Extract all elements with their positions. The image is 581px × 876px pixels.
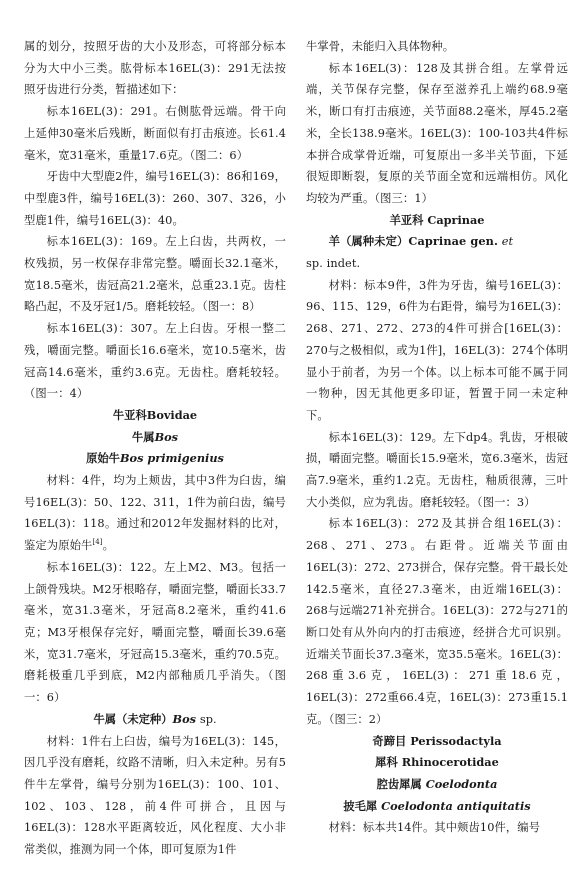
heading-coelodonta-antiquitatis xyxy=(306,796,568,818)
heading-goat-cn: 羊（属种未定）Caprinae gen. xyxy=(328,234,499,249)
heading-bos-primigenius-latin: Bos primigenius xyxy=(119,451,224,466)
heading-caprinae: 羊亚科 Caprinae xyxy=(389,212,485,227)
paragraph-caprinae-material: 材料：标本9件，3件为牙齿，编号16EL(3)：96、115、129，6件为右距骨，编号为16EL(3)：268、271、272、273的4件可拼合[16EL(3)：270与之极相似，或为1件]，16EL(3)：274个体明显小于前者，为另一个体。以上标本可能不属于同一物种，因无其他更多印证，暂置于同一未定种下。 xyxy=(306,278,568,422)
heading-genus-bos xyxy=(24,427,286,449)
paragraph-specimen-129: 标本16EL(3)：129。左下dp4。乳齿，牙根破损，嚼面完整。嚼面长15.9毫米，宽6.3毫米，齿冠高7.9毫米，重约1.2克。无齿柱，釉质很薄，三叶大小类似，应为乳齿。磨耗较轻。（图一：3） xyxy=(306,430,568,509)
paragraph-primigenius-material xyxy=(24,470,286,557)
left-column xyxy=(24,36,286,861)
heading-goat-et: et xyxy=(501,235,514,249)
heading-bos-sp-cn: 牛属（未定种） xyxy=(93,711,173,726)
heading-bos-sp-latin: Bos xyxy=(172,711,196,726)
heading-bovidae: 牛亚科Bovidae xyxy=(112,407,198,422)
heading-caprinae-gen xyxy=(306,231,568,274)
heading-woolly-rhino-cn: 披毛犀 xyxy=(343,798,378,813)
paragraph-deer-teeth: 牙齿中大型鹿2件，编号16EL(3)：86和169，中型鹿3件，编号16EL(3)：260、307、326，小型鹿1件，编号16EL(3)：40。 xyxy=(24,170,286,227)
paragraph-metacarpal-continued: 牛掌骨，未能归入具体物种。 xyxy=(306,40,455,53)
paragraph-specimen-122: 标本16EL(3)：122。左上M2、M3。包括一上颌骨残块。M2牙根略存，嚼面完整，嚼面长33.7毫米，宽31.3毫米，牙冠高8.2毫米，重约41.6克；M3牙根保存完好，嚼面完整，嚼面长39.6毫米，宽31.7毫米，牙冠高15.3毫米，重约70.5克。磨耗极重几乎到底，M2内部釉质几乎消失。（图一：6） xyxy=(24,560,286,705)
heading-bos-primigenius xyxy=(24,448,286,470)
citation-ref: [4] xyxy=(92,538,103,547)
heading-coelodonta-latin: Coelodonta xyxy=(425,776,498,791)
paragraph-rhino-material: 材料：标本共14件。其中颊齿10件，编号 xyxy=(328,821,541,835)
paragraph-intro: 属的划分，按照牙齿的大小及形态，可将部分标本分为大中小三类。肱骨标本16EL(3)：291无法按照牙齿进行分类，暂描述如下： xyxy=(24,40,286,97)
heading-genus-bos-cn: 牛属 xyxy=(131,429,155,444)
heading-genus-bos-latin: Bos xyxy=(154,429,179,444)
paragraph-bos-sp-material: 材料：1件右上臼齿，编号为16EL(3)：145，因几乎没有磨耗，纹路不清晰，归入未定种。另有5件牛左掌骨，编号分别为16EL(3)：100、101、102、103、128，前4件可拼合，且因与16EL(3)：128水平距离较近，风化程度、大小非常类似，推测为同一个体，即可复原为1件 xyxy=(24,734,286,857)
paragraph-specimen-307: 标本16EL(3)：307。左上臼齿。牙根一整二残，嚼面完整。嚼面长16.6毫米，宽10.5毫米，齿冠高14.6毫米，重约3.6克。无齿柱。磨耗较轻。（图一：4） xyxy=(24,322,286,401)
paragraph-specimen-128: 标本16EL(3)：128及其拼合组。左掌骨远端，关节保存完整，保存至滋养孔上端约68.9毫米，断口有打击痕迹，关节面88.2毫米，厚45.2毫米，全长138.9毫米。16EL(3)：100-103共4件标本拼合成掌骨近端，可复原出一多半关节面，下延很短即断裂，复原的关节面全宽和远端相仿。风化均较为严重。（图三：1） xyxy=(306,61,568,205)
heading-bos-sp xyxy=(24,709,286,731)
paragraph-humerus-specimen: 标本16EL(3)：291。右侧肱骨远端。骨干向上延伸30毫米后残断，断面似有打击痕迹。长61.4毫米，宽31毫米，重量17.6克。（图二：6） xyxy=(24,105,286,162)
heading-woolly-rhino-latin: Coelodonta antiquitatis xyxy=(381,798,531,813)
paragraph-specimen-272: 标本16EL(3)：272及其拼合组16EL(3)：268、271、273。右距骨。近端关节面由16EL(3)：272、273拼合，保存完整。骨干最长处142.5毫米，直径27.3毫米，由近端16EL(3)：268与远端271补充拼合。16EL(3)：272与271的断口处有从外向内的打击痕迹，经拼合尤可识别。近端关节面长37.3毫米，宽35.5毫米。16EL(3)：268重3.6克，16EL(3)：271重18.6克，16EL(3)：272重66.4克，16EL(3)：273重15.1克。（图三：2） xyxy=(306,517,568,726)
heading-perissodactyla: 奇蹄目 Perissodactyla xyxy=(372,733,502,748)
heading-bos-sp-tail: sp. xyxy=(199,712,217,726)
right-column xyxy=(306,36,568,839)
heading-rhinocerotidae: 犀科 Rhinocerotidae xyxy=(375,755,499,770)
paragraph-specimen-169: 标本16EL(3)：169。左上臼齿，共两枚，一枚残损，另一枚保存非常完整。嚼面长32.1毫米，宽18.5毫米，齿冠高21.2毫米，总重23.1克。齿柱略凸起，不及牙冠1/5。磨耗较轻。（图一：8） xyxy=(24,235,286,314)
paragraph-primigenius-text: 材料：4件，均为上颊齿，其中3件为臼齿，编号16EL(3)：50、122、311，1件为前臼齿，编号16EL(3)：118。通过和2012年发掘材料的比对，鉴定为原始牛 xyxy=(24,474,286,553)
heading-bos-primigenius-cn: 原始牛 xyxy=(86,451,120,466)
paragraph-primigenius-end: 。 xyxy=(102,539,115,553)
heading-goat-tail: sp. indet. xyxy=(306,257,361,271)
heading-coelodonta xyxy=(306,774,568,796)
heading-coelodonta-cn: 腔齿犀属 xyxy=(376,776,422,791)
